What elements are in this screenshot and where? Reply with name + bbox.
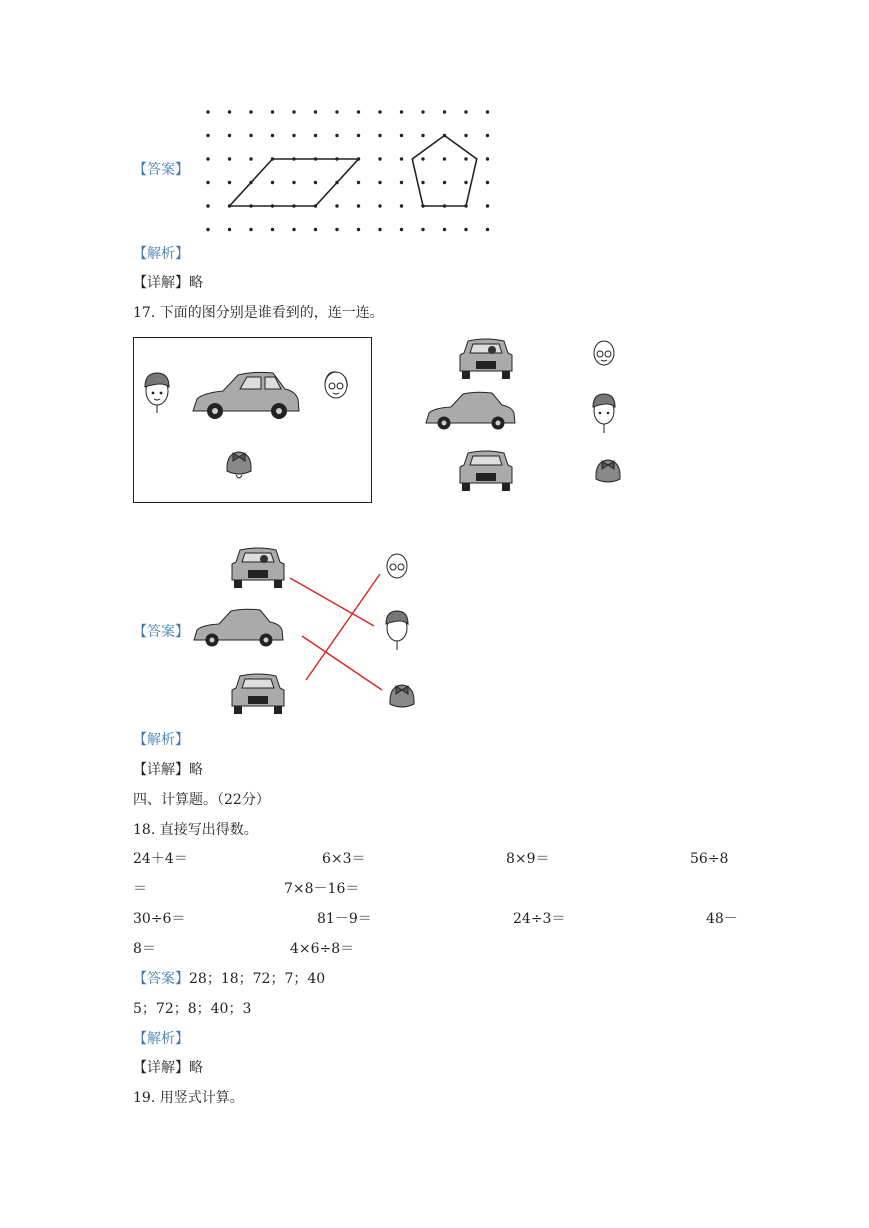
detail-tag: 【详解】: [133, 1060, 189, 1076]
grid-dot: [271, 181, 274, 184]
grid-dot: [249, 110, 252, 113]
grid-dot: [378, 181, 381, 184]
grid-dot: [249, 157, 252, 160]
grid-dot: [421, 228, 424, 231]
grid-dot: [357, 110, 360, 113]
section-4-title: 四、计算题。（22分）: [133, 792, 270, 808]
grid-dot: [421, 181, 424, 184]
grid-dot: [292, 181, 295, 184]
detail-tag: 【详解】: [133, 762, 189, 778]
boy-head-icon: [386, 611, 408, 650]
grid-dot: [228, 228, 231, 231]
expr: 4×6÷8＝: [290, 941, 355, 957]
grid-dot: [443, 157, 446, 160]
answer-tag: 【答案】: [133, 162, 189, 178]
grid-dot: [486, 181, 489, 184]
question-19: 19. 用竖式计算。: [133, 1090, 244, 1106]
grid-dot: [357, 134, 360, 137]
answer-tag: 【答案】: [133, 624, 189, 640]
scene-figure: [133, 337, 373, 505]
match-line: [302, 636, 382, 690]
grid-dot: [464, 134, 467, 137]
grid-dot: [292, 110, 295, 113]
grid-dot: [228, 134, 231, 137]
grid-dot: [228, 181, 231, 184]
grid-dot: [378, 157, 381, 160]
grid-dot: [314, 134, 317, 137]
grid-dot: [486, 157, 489, 160]
grid-dot: [357, 204, 360, 207]
grid-dot: [421, 157, 424, 160]
grid-dot: [400, 157, 403, 160]
expr: 6×3＝: [322, 851, 366, 867]
car-front-icon: [460, 339, 512, 379]
grid-dot: [400, 204, 403, 207]
boy-head-icon: [593, 394, 615, 433]
grid-dot: [314, 110, 317, 113]
detail-line: [133, 274, 203, 292]
grid-dot: [400, 110, 403, 113]
detail-tag: 【详解】: [133, 275, 189, 291]
detail-line: [133, 1059, 203, 1077]
grid-dot: [335, 110, 338, 113]
pentagon-shape: [412, 136, 477, 207]
answer-tag: 【答案】: [133, 971, 189, 987]
analysis-tag: 【解析】: [133, 246, 189, 262]
answer-line: [133, 970, 325, 988]
old-man-head-icon: [325, 372, 347, 398]
grid-dot: [206, 157, 209, 160]
answer-values-line2: 5；72；8；40；3: [133, 1001, 252, 1017]
answer-values: 28；18；72；7；40: [189, 971, 326, 987]
dot-grid-answer-figure: [198, 104, 498, 234]
grid-dot: [443, 181, 446, 184]
grid-dot: [464, 157, 467, 160]
old-man-head-icon: [387, 554, 407, 578]
grid-dot: [249, 134, 252, 137]
car-side-icon: [194, 609, 283, 646]
grid-dot: [421, 110, 424, 113]
grid-dot: [314, 228, 317, 231]
grid-dot: [421, 134, 424, 137]
analysis-tag: 【解析】: [133, 732, 189, 748]
grid-dot: [357, 228, 360, 231]
matching-answer-figure: [192, 540, 432, 720]
expr: 8×9＝: [506, 851, 550, 867]
question-17: 17. 下面的图分别是谁看到的，连一连。: [133, 305, 384, 321]
expr: 8＝: [133, 941, 156, 957]
grid-dot: [206, 204, 209, 207]
grid-dot: [378, 110, 381, 113]
grid-dot: [335, 204, 338, 207]
car-side-icon: [426, 392, 515, 429]
grid-dot: [206, 228, 209, 231]
grid-dot: [486, 228, 489, 231]
grid-dot: [206, 110, 209, 113]
grid-dot: [228, 157, 231, 160]
grid-dot: [443, 228, 446, 231]
detail-text: 略: [189, 1060, 203, 1076]
expr: 24÷3＝: [513, 911, 566, 927]
grid-dot: [271, 228, 274, 231]
grid-dot: [486, 134, 489, 137]
grid-dot: [486, 110, 489, 113]
detail-text: 略: [189, 275, 203, 291]
car-front-icon: [232, 674, 284, 714]
analysis-tag: 【解析】: [133, 1031, 189, 1047]
grid-dot: [206, 181, 209, 184]
car-front-icon: [460, 451, 512, 491]
expr: 24＋4＝: [133, 851, 188, 867]
grid-dot: [335, 134, 338, 137]
grid-dot: [400, 181, 403, 184]
expr: 48－: [706, 911, 738, 927]
grid-dot: [443, 110, 446, 113]
grid-dot: [271, 110, 274, 113]
grid-dot: [464, 110, 467, 113]
car-front-icon: [232, 548, 284, 588]
grid-dot: [400, 134, 403, 137]
grid-dot: [464, 181, 467, 184]
options-figure: [420, 333, 660, 503]
expr: 7×8－16＝: [284, 881, 360, 897]
grid-dot: [378, 134, 381, 137]
expr: ＝: [133, 881, 147, 897]
old-man-head-icon: [594, 341, 614, 365]
grid-dot: [400, 228, 403, 231]
detail-line: [133, 761, 203, 779]
question-18: 18. 直接写出得数。: [133, 822, 258, 838]
grid-dot: [486, 204, 489, 207]
grid-dot: [378, 228, 381, 231]
expr: 30÷6＝: [133, 911, 186, 927]
grid-dot: [335, 228, 338, 231]
girl-back-head-icon: [596, 460, 620, 482]
expr: 81－9＝: [317, 911, 372, 927]
match-line: [290, 578, 374, 626]
girl-back-head-icon: [390, 685, 414, 707]
grid-dot: [464, 228, 467, 231]
grid-dot: [206, 134, 209, 137]
grid-dot: [378, 204, 381, 207]
grid-dot: [292, 134, 295, 137]
grid-dot: [357, 181, 360, 184]
grid-dot: [292, 228, 295, 231]
detail-text: 略: [189, 762, 203, 778]
expr: 56÷8: [690, 851, 729, 867]
grid-dot: [249, 228, 252, 231]
grid-dot: [314, 181, 317, 184]
grid-dot: [271, 134, 274, 137]
grid-dot: [228, 110, 231, 113]
